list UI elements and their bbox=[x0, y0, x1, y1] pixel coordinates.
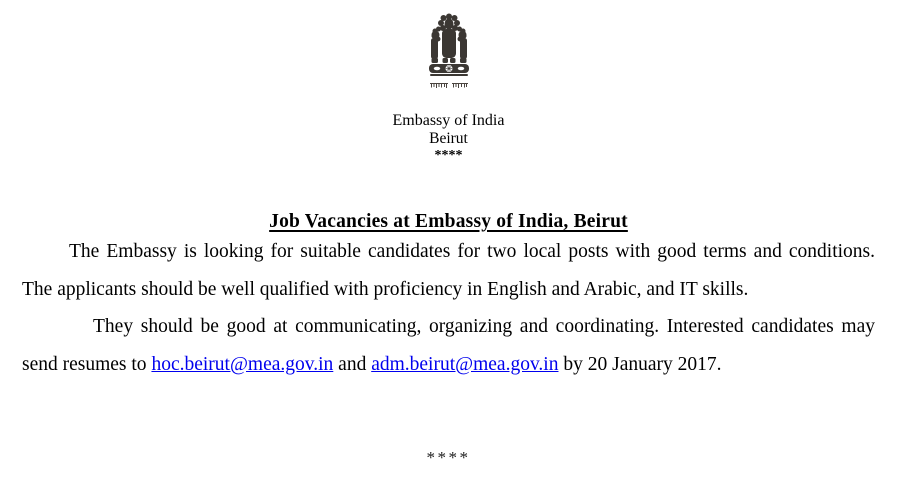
org-city: Beirut bbox=[429, 130, 468, 147]
emblem-of-india-icon bbox=[423, 10, 475, 96]
email-link-adm[interactable]: adm.beirut@mea.gov.in bbox=[371, 353, 559, 375]
paragraph-contact-info bbox=[22, 308, 875, 383]
paragraph-vacancy-terms: The Embassy is looking for suitable candidates for two local posts with good terms and conditions. The applicants should be well qualified with proficiency in English and Arabic, and IT skills. bbox=[22, 241, 875, 300]
paragraph-contact-text-2: and bbox=[333, 353, 372, 375]
document-title: Job Vacancies at Embassy of India, Beirut bbox=[269, 211, 628, 232]
email-link-hoc[interactable]: hoc.beirut@mea.gov.in bbox=[151, 353, 334, 375]
org-name: Embassy of India bbox=[392, 112, 505, 129]
paragraph-contact-text-3: by 20 January 2017. bbox=[558, 353, 722, 375]
header-separator: **** bbox=[434, 148, 463, 163]
footer-separator: **** bbox=[426, 448, 471, 467]
letterhead bbox=[0, 0, 897, 163]
paragraph-contact-text-1: They should be good at communicating, organizing and coordinating. Interested candidates may send resumes to bbox=[22, 316, 875, 375]
